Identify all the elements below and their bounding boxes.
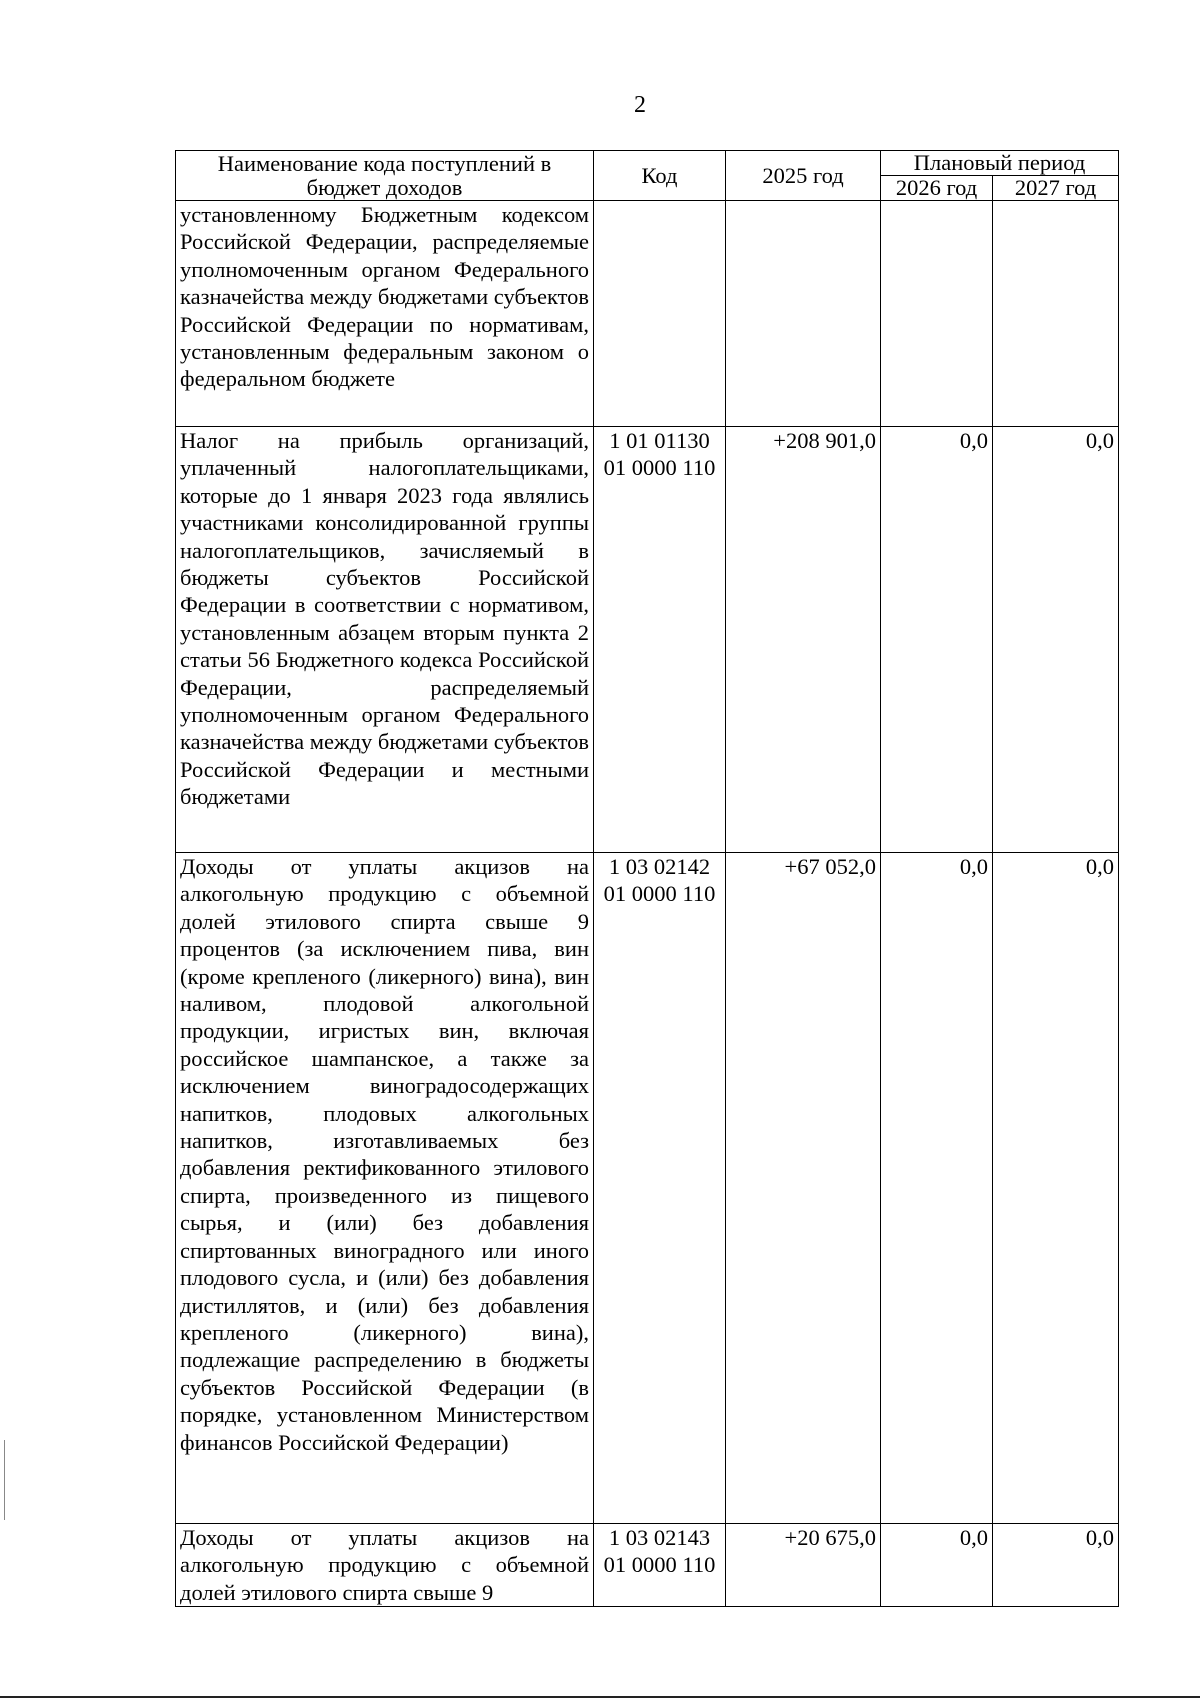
table-row — [176, 427, 1119, 853]
row-2027 — [993, 201, 1119, 427]
table-row — [176, 853, 1119, 1524]
row-code: 1 01 01130 01 0000 110 — [594, 427, 726, 853]
row-name: Доходы от уплаты акцизов на алкогольную продукцию с объемной долей этилового спирта свыше 9 — [176, 1524, 594, 1607]
header-name: Наименование кода поступлений в бюджет доходов — [176, 151, 594, 201]
table-row — [176, 1524, 1119, 1607]
row-2026: 0,0 — [881, 427, 993, 853]
row-2026: 0,0 — [881, 1524, 993, 1607]
row-2025: +208 901,0 — [726, 427, 881, 853]
table-row — [176, 201, 1119, 427]
header-2025: 2025 год — [726, 151, 881, 201]
header-2027: 2027 год — [993, 176, 1119, 201]
header-planning-period: Плановый период — [881, 151, 1119, 176]
row-2026: 0,0 — [881, 853, 993, 1524]
row-2027: 0,0 — [993, 853, 1119, 1524]
scan-bottom-edge — [0, 1696, 1200, 1698]
revenue-table — [175, 150, 1119, 1607]
row-name: Налог на прибыль организаций, уплаченный налогоплательщиками, которые до 1 января 2023 года являлись участниками консолидированной группы налогоплательщиков, зачисляемый в бюджеты субъектов Российской Федерации в соответствии с нормативом, установленным абзацем вторым пункта 2 статьи 56 Бюджетного кодекса Российской Федерации, распределяемый уполномоченным органом Федерального казначейства между бюджетами субъектов Российской Федерации и местными бюджетами — [176, 427, 594, 853]
scan-margin-mark — [4, 1440, 5, 1520]
row-2027: 0,0 — [993, 427, 1119, 853]
table-header — [176, 151, 1119, 201]
row-2025 — [726, 201, 881, 427]
row-code — [594, 201, 726, 427]
header-code: Код — [594, 151, 726, 201]
row-2027: 0,0 — [993, 1524, 1119, 1607]
page-number: 2 — [634, 92, 646, 118]
row-2026 — [881, 201, 993, 427]
row-name: установленному Бюджетным кодексом Российской Федерации, распределяемые уполномоченным органом Федерального казначейства между бюджетами субъектов Российской Федерации по нормативам, установленным федеральным законом о федеральном бюджете — [176, 201, 594, 427]
row-name: Доходы от уплаты акцизов на алкогольную продукцию с объемной долей этилового спирта свыше 9 процентов (за исключением пива, вин (кроме крепленого (ликерного) вина), вин наливом, плодовой алкогольной продукции, игристых вин, включая российское шампанское, а также за исключением виноградосодержащих напитков, плодовых алкогольных напитков, изготавливаемых без добавления ректификованного этилового спирта, произведенного из пищевого сырья, и (или) без добавления спиртованных виноградного или иного плодового сусла, и (или) без добавления дистиллятов, и (или) без добавления крепленого (ликерного) вина), подлежащие распределению в бюджеты субъектов Российской Федерации (в порядке, установленном Министерством финансов Российской Федерации) — [176, 853, 594, 1524]
row-2025: +67 052,0 — [726, 853, 881, 1524]
header-2026: 2026 год — [881, 176, 993, 201]
row-code: 1 03 02143 01 0000 110 — [594, 1524, 726, 1607]
row-code: 1 03 02142 01 0000 110 — [594, 853, 726, 1524]
row-2025: +20 675,0 — [726, 1524, 881, 1607]
